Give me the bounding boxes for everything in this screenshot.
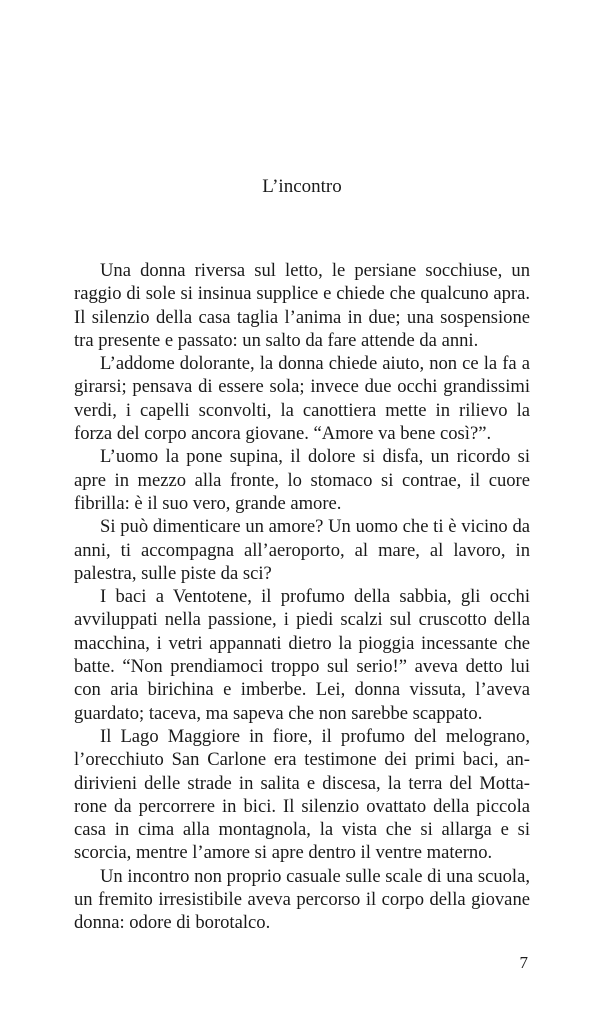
paragraph: L’addome dolorante, la donna chiede aiuto, non ce la fa a girarsi; pensava di essere sola; invece due occhi grandissimi verdi, i capelli sconvolti, la canottiera mette in rilievo la forza del corpo ancora giovane. “Amore va bene così?”.	[74, 353, 530, 445]
paragraph: Un incontro non proprio casuale sulle scale di una scuola, un fremito irresistibile aveva percorso il corpo della giovane donna: odore di borotalco.	[74, 865, 530, 934]
paragraph: I baci a Ventotene, il profumo della sabbia, gli occhi avviluppati nella passione, i piedi scalzi sul cruscotto della macchina, i vetri appannati dietro la pioggia incessante che batte. “Non prendiamoci troppo sul serio!” aveva detto lui con aria birichina e imberbe. Lei, donna vissuta, l’aveva guardato; taceva, ma sapeva che non sarebbe scappato.	[74, 586, 530, 724]
paragraph: Il Lago Maggiore in fiore, il profumo del melograno, l’orecchiuto San Carlone era testimone dei primi baci, andirivieni delle strade in salita e discesa, la terra del Mottarone da percorrere in bici. Il silenzio ovattato della piccola casa in cima alla montagnola, la vista che si allarga e si scorcia, mentre l’amore si apre dentro il ventre materno.	[74, 725, 530, 864]
page-number: 7	[519, 953, 528, 972]
paragraph: L’uomo la pone supina, il dolore si disfa, un ricordo si apre in mezzo alla fronte, lo stomaco si contrae, il cuore fibrilla: è il suo vero, grande amore.	[74, 446, 530, 514]
paragraph: Una donna riversa sul letto, le persiane socchiuse, un raggio di sole si insinua supplice e chiede che qualcuno apra. Il silenzio della casa taglia l’anima in due; una sospensione tra presente e passato: un salto da fare attende da anni.	[74, 260, 530, 351]
chapter-title: L’incontro	[262, 176, 342, 197]
paragraph: Si può dimenticare un amore? Un uomo che ti è vicino da anni, ti accompagna all’aeroporto, al mare, al lavoro, in palestra, sulle piste da sci?	[74, 516, 530, 584]
chapter-body	[74, 259, 530, 935]
